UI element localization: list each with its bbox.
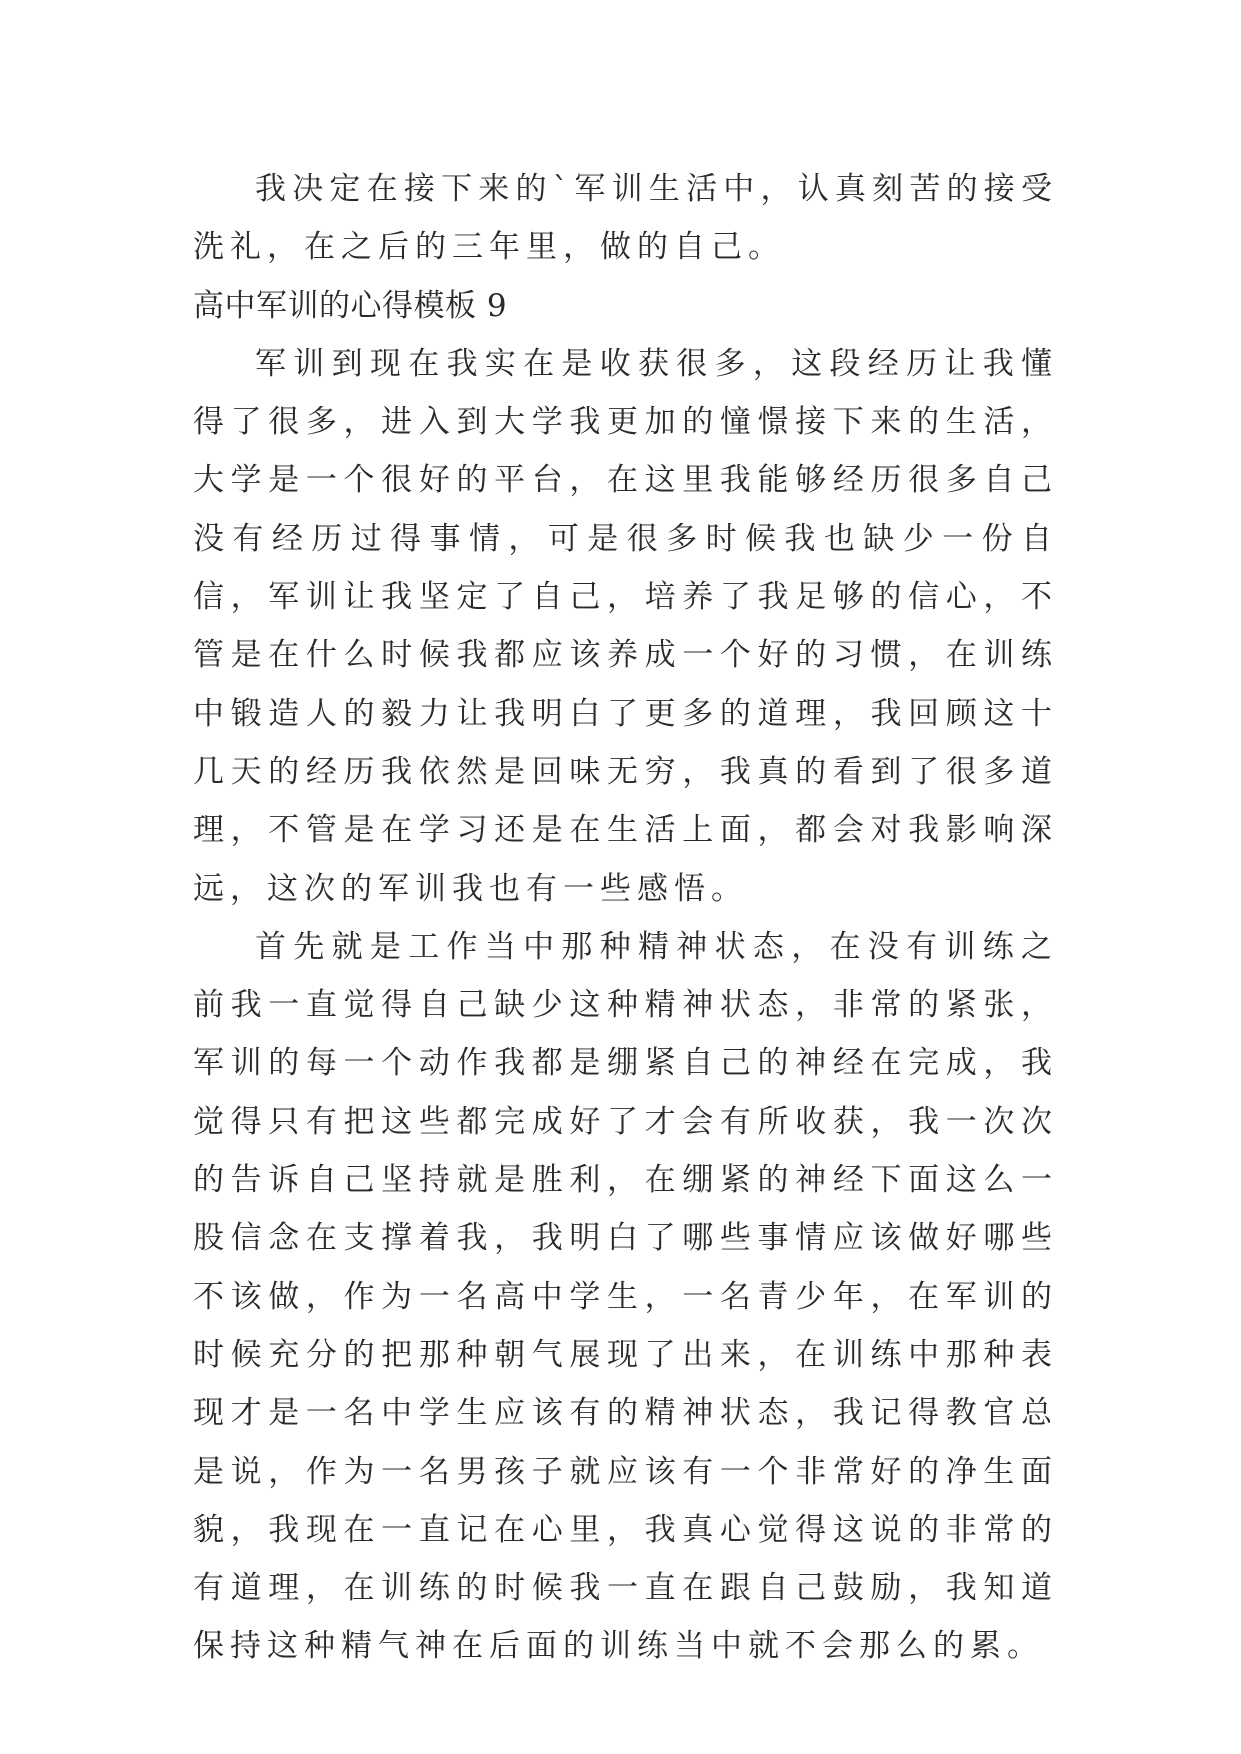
- section-heading: 高中军训的心得模板 9: [193, 287, 508, 324]
- paragraph-1: 我决定在接下来的`军训生活中，认真刻苦的接受洗礼，在之后的三年里，做的自己。: [193, 171, 1058, 266]
- document-body: [193, 160, 1058, 1676]
- paragraph-3: 首先就是工作当中那种精神状态，在没有训练之前我一直觉得自己缺少这种精神状态，非常的紧张，军训的每一个动作我都是绷紧自己的神经在完成，我觉得只有把这些都完成好了才会有所收获，我一次次的告诉自己坚持就是胜利，在绷紧的神经下面这么一股信念在支撑着我，我明白了哪些事情应该做好哪些不该做，作为一名高中学生，一名青少年，在军训的时候充分的把那种朝气展现了出来，在训练中那种表现才是一名中学生应该有的精神状态，我记得教官总是说，作为一名男孩子就应该有一个非常好的净生面貌，我现在一直记在心里，我真心觉得这说的非常的有道理，在训练的时候我一直在跟自己鼓励，我知道保持这种精气神在后面的训练当中就不会那么的累。: [193, 928, 1058, 1665]
- paragraph-2: 军训到现在我实在是收获很多，这段经历让我懂得了很多，进入到大学我更加的憧憬接下来的生活，大学是一个很好的平台，在这里我能够经历很多自己没有经历过得事情，可是很多时候我也缺少一份自信，军训让我坚定了自己，培养了我足够的信心，不管是在什么时候我都应该养成一个好的习惯，在训练中锻造人的毅力让我明白了更多的道理，我回顾这十几天的经历我依然是回味无穷，我真的看到了很多道理，不管是在学习还是在生活上面，都会对我影响深远，这次的军训我也有一些感悟。: [193, 345, 1058, 907]
